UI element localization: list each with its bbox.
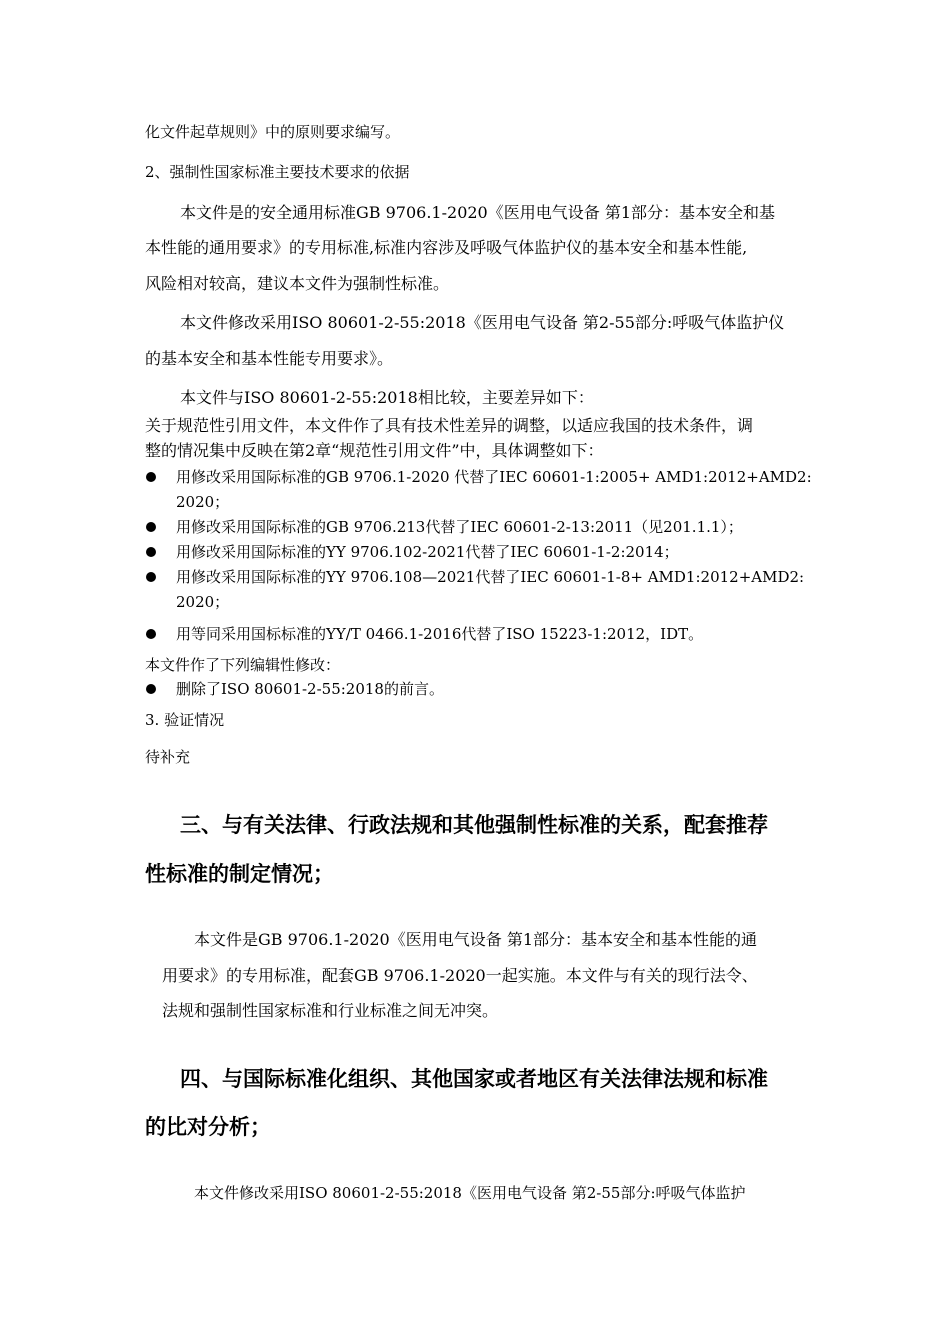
- list-item: 用修改采用国际标准的GB 9706.1-2020 代替了IEC 60601-1:2005+ AMD1:2012+AMD2:: [176, 468, 812, 486]
- paragraph-line: 的基本安全和基本性能专用要求》。: [145, 349, 394, 368]
- section-heading-four: 四、与国际标准化组织、其他国家或者地区有关法律法规和标准: [180, 1067, 768, 1091]
- bullet-marker: [146, 472, 156, 482]
- paragraph-line: 本文件与ISO 80601-2-55:2018相比较，主要差异如下：: [180, 388, 594, 407]
- paragraph-line: 风险相对较高，建议本文件为强制性标准。: [145, 274, 450, 293]
- paragraph-line: 本文件修改采用ISO 80601-2-55:2018《医用电气设备 第2-55部分:呼吸气体监护仪: [180, 313, 785, 332]
- section-heading-three-cont: 性标准的制定情况；: [145, 862, 334, 886]
- continuation-line: 化文件起草规则》中的原则要求编写。: [145, 123, 401, 141]
- list-item: 用修改采用国际标准的GB 9706.213代替了IEC 60601-2-13:2011（见201.1.1）；: [176, 518, 743, 536]
- list-item: 用修改采用国际标准的YY 9706.102-2021代替了IEC 60601-1-2:2014；: [176, 543, 679, 561]
- editorial-intro: 本文件作了下列编辑性修改：: [145, 656, 341, 674]
- pending-text: 待补充: [145, 748, 191, 766]
- paragraph-line: 本文件是GB 9706.1-2020《医用电气设备 第1部分：基本安全和基本性能的通: [194, 930, 758, 949]
- bullet-marker: [146, 522, 156, 532]
- paragraph-line: 本文件修改采用ISO 80601-2-55:2018《医用电气设备 第2-55部分:呼吸气体监护: [194, 1184, 746, 1202]
- paragraph-line: 关于规范性引用文件，本文件作了具有技术性差异的调整，以适应我国的技术条件，调: [145, 416, 754, 435]
- list-item: 用修改采用国际标准的YY 9706.108—2021代替了IEC 60601-1-8+ AMD1:2012+AMD2:: [176, 568, 805, 586]
- paragraph-line: 用要求》的专用标准，配套GB 9706.1-2020一起实施。本文件与有关的现行法令、: [162, 966, 758, 985]
- list-item-continuation: 2020；: [176, 593, 230, 611]
- paragraph-line: 本文件是的安全通用标准GB 9706.1-2020《医用电气设备 第1部分：基本安全和基: [180, 203, 776, 222]
- subheading-verification: 3. 验证情况: [145, 711, 225, 729]
- section-heading-three: 三、与有关法律、行政法规和其他强制性标准的关系，配套推荐: [180, 813, 768, 837]
- subheading-technical-basis: 2、强制性国家标准主要技术要求的依据: [145, 163, 410, 181]
- bullet-marker: [146, 629, 156, 639]
- list-item: 用等同采用国标标准的YY/T 0466.1-2016代替了ISO 15223-1:2012，IDT。: [176, 625, 704, 643]
- list-item-continuation: 2020；: [176, 493, 230, 511]
- list-item: 删除了ISO 80601-2-55:2018的前言。: [176, 680, 444, 698]
- bullet-marker: [146, 547, 156, 557]
- section-heading-four-cont: 的比对分析；: [145, 1115, 271, 1139]
- bullet-marker: [146, 684, 156, 694]
- paragraph-line: 整的情况集中反映在第2章“规范性引用文件”中，具体调整如下：: [145, 441, 604, 460]
- bullet-marker: [146, 572, 156, 582]
- paragraph-line: 本性能的通用要求》的专用标准,标准内容涉及呼吸气体监护仪的基本安全和基本性能,: [145, 238, 748, 257]
- paragraph-line: 法规和强制性国家标准和行业标准之间无冲突。: [162, 1001, 499, 1020]
